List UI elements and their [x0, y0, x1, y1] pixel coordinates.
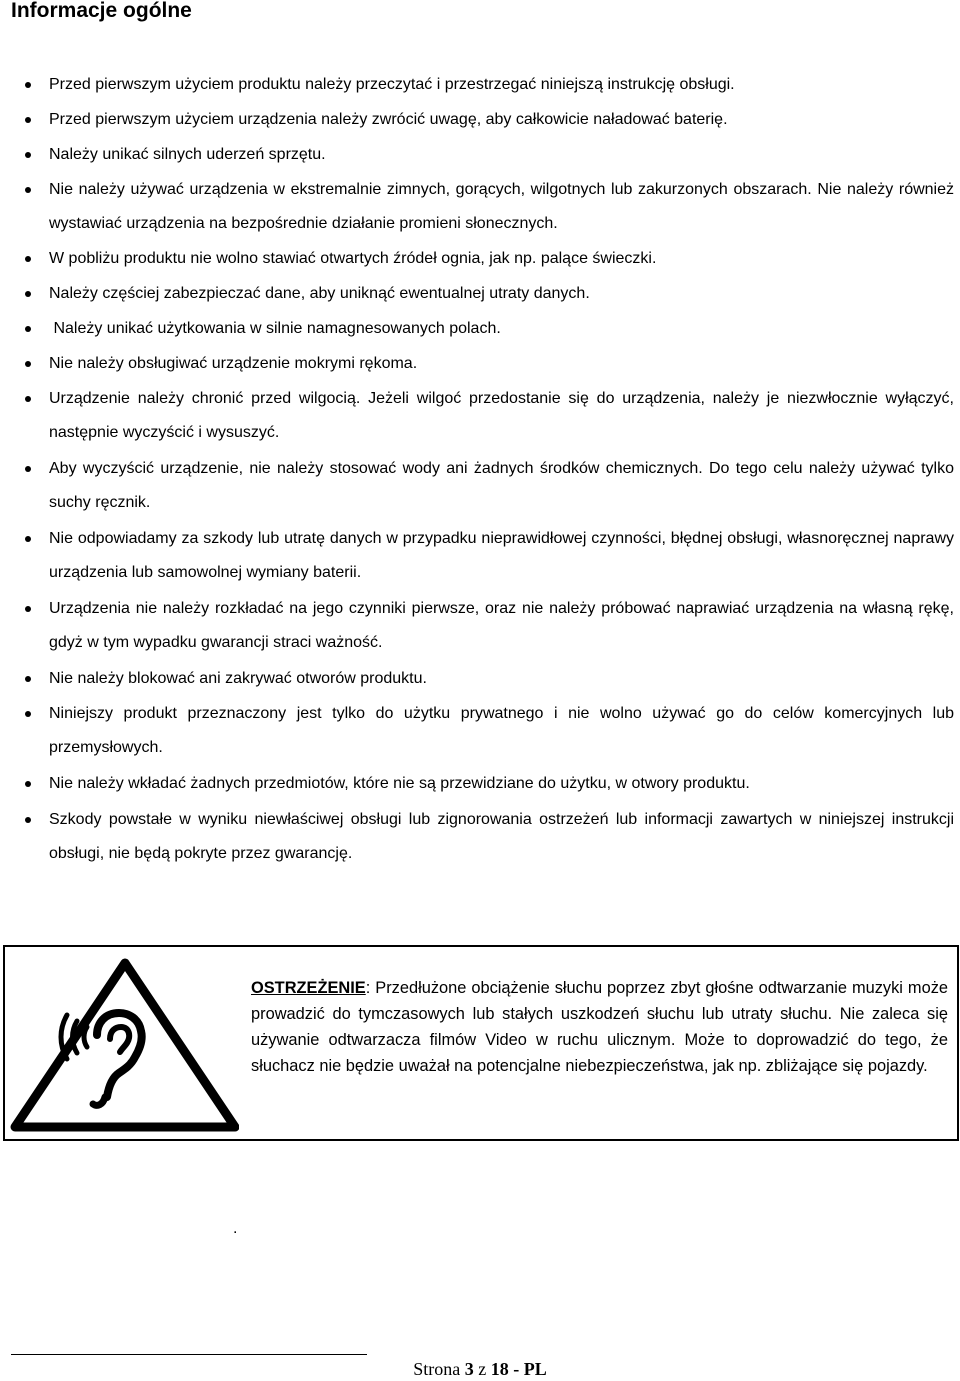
footer-suffix: - PL: [508, 1359, 547, 1379]
bullet-icon: [25, 117, 31, 123]
rule-text: Należy unikać użytkowania w silnie namagnesowanych polach.: [49, 320, 501, 337]
list-item: [0, 592, 954, 660]
bullet-icon: [25, 256, 31, 262]
list-item: [0, 312, 954, 346]
rule-text: Należy częściej zabezpieczać dane, aby uniknąć ewentualnej utraty danych.: [49, 285, 590, 302]
list-item: [0, 382, 954, 450]
bullet-icon: [25, 152, 31, 158]
footer-prefix: Strona: [413, 1359, 465, 1379]
rule-text: Nie należy blokować ani zakrywać otworów produktu.: [49, 670, 427, 687]
rule-text: Aby wyczyścić urządzenie, nie należy stosować wody ani żadnych środków chemicznych. Do tego celu należy używać tylko suchy ręcznik.: [49, 460, 954, 511]
footer-total-pages: 18: [490, 1359, 509, 1379]
rule-text: Niniejszy produkt przeznaczony jest tylko do użytku prywatnego i nie wolno używać go do celów komercyjnych lub przemysłowych.: [49, 705, 954, 756]
warning-label: OSTRZEŻENIE: [251, 979, 366, 997]
list-item: [0, 767, 954, 801]
rule-text: Urządzenie należy chronić przed wilgocią. Jeżeli wilgoć przedostanie się do urządzenia, należy je niezwłocznie wyłączyć, następnie wyczyścić i wysuszyć.: [49, 390, 954, 441]
list-item: [0, 347, 954, 381]
list-item: [0, 662, 954, 696]
rule-text: Urządzenia nie należy rozkładać na jego czynniki pierwsze, oraz nie należy próbować naprawiać urządzenia na własną rękę, gdyż w tym wypadku gwarancji straci ważność.: [49, 600, 954, 651]
rule-text: Należy unikać silnych uderzeń sprzętu.: [49, 146, 326, 163]
bullet-icon: [25, 82, 31, 88]
bullet-icon: [25, 817, 31, 823]
hearing-damage-warning-icon: [9, 957, 239, 1133]
rule-text: Nie należy używać urządzenia w ekstremalnie zimnych, gorących, wilgotnych lub zakurzonych obszarach. Nie należy również wystawiać urządzenia na bezpośrednie działanie promieni słonecznych.: [49, 181, 954, 232]
rule-text: W pobliżu produktu nie wolno stawiać otwartych źródeł ognia, jak np. palące świeczki.: [49, 250, 657, 267]
bullet-icon: [25, 711, 31, 717]
list-item: [0, 138, 954, 172]
footer-separator: z: [473, 1359, 491, 1379]
list-item: [0, 242, 954, 276]
bullet-icon: [25, 466, 31, 472]
warning-box: [3, 945, 959, 1141]
rule-text: Przed pierwszym użyciem produktu należy przeczytać i przestrzegać niniejszą instrukcję obsługi.: [49, 76, 735, 93]
list-item: [0, 68, 954, 102]
warning-text: [251, 975, 948, 1079]
rule-text: Nie odpowiadamy za szkody lub utratę danych w przypadku nieprawidłowej czynności, błędnej obsługi, własnoręcznej naprawy urządzenia lub samowolnej wymiany baterii.: [49, 530, 954, 581]
list-item: [0, 277, 954, 311]
list-item: [0, 697, 954, 765]
list-item: [0, 452, 954, 520]
list-item: [0, 803, 954, 871]
bullet-icon: [25, 187, 31, 193]
footer-page-number: 3: [464, 1359, 474, 1379]
bullet-icon: [25, 676, 31, 682]
rule-text: Szkody powstałe w wyniku niewłaściwej obsługi lub zignorowania ostrzeżeń lub informacji zawartych w niniejszej instrukcji obsługi, nie będą pokryte przez gwarancję.: [49, 811, 954, 862]
page-footer: [0, 1357, 960, 1381]
bullet-icon: [25, 396, 31, 402]
page-title: Informacje ogólne: [11, 0, 192, 22]
rule-text: Przed pierwszym użyciem urządzenia należy zwrócić uwagę, aby całkowicie naładować baterię.: [49, 111, 728, 128]
bullet-icon: [25, 606, 31, 612]
bullet-icon: [25, 291, 31, 297]
warning-body: : Przedłużone obciążenie słuchu poprzez zbyt głośne odtwarzanie muzyki może prowadzić do tymczasowych lub stałych uszkodzeń słuchu lub utraty słuchu. Nie zaleca się używanie odtwarzacza filmów Video w ruchu ulicznym. Może to doprowadzić do tego, że słuchacz nie będzie uważał na potencjalne niebezpieczeństwa, jak np. zbliżające się pojazdy.: [251, 979, 948, 1075]
rule-text: Nie należy wkładać żadnych przedmiotów, które nie są przewidziane do użytku, w otwory produktu.: [49, 775, 750, 792]
stray-mark: .: [233, 1220, 238, 1237]
bullet-icon: [25, 326, 31, 332]
list-item: [0, 103, 954, 137]
bullet-icon: [25, 781, 31, 787]
list-item: [0, 173, 954, 241]
bullet-icon: [25, 536, 31, 542]
safety-rules-list: [0, 68, 960, 871]
list-item: [0, 522, 954, 590]
rule-text: Nie należy obsługiwać urządzenie mokrymi rękoma.: [49, 355, 418, 372]
bullet-icon: [25, 361, 31, 367]
footer-divider: [11, 1354, 367, 1355]
